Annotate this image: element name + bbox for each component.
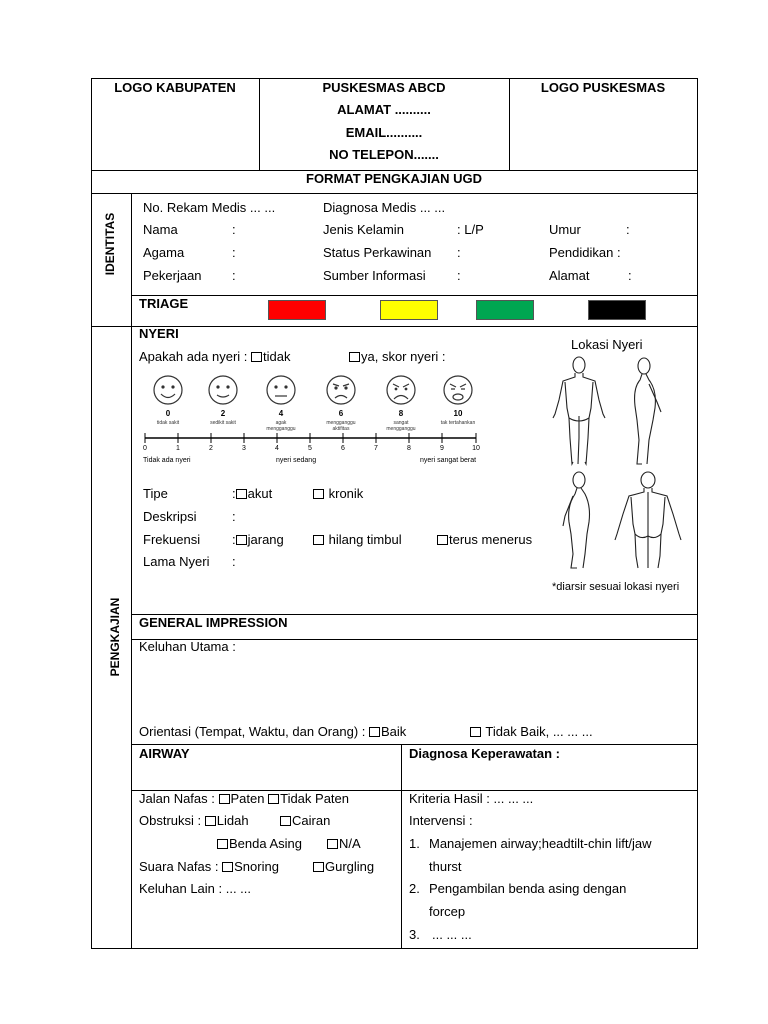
- frekuensi-options: [232, 532, 284, 548]
- frek-hilang-option: [313, 532, 402, 548]
- paten-checkbox[interactable]: [219, 794, 230, 804]
- nyeri-question-text: Apakah ada nyeri :: [139, 349, 248, 364]
- jenis-kelamin-value: : L/P: [457, 222, 484, 237]
- orientasi-row: [139, 724, 406, 740]
- logo-kabupaten: LOGO KABUPATEN: [114, 80, 236, 95]
- cairan-label: Cairan: [292, 813, 331, 828]
- gurgling-checkbox[interactable]: [313, 862, 324, 872]
- nyeri-ya-checkbox[interactable]: [349, 352, 360, 362]
- intervensi-item-1-line2: thurst: [429, 859, 462, 874]
- pekerjaan-colon: :: [232, 268, 236, 283]
- deskripsi-label: Deskripsi: [143, 509, 197, 524]
- form-title: FORMAT PENGKAJIAN UGD: [306, 171, 482, 186]
- na-checkbox[interactable]: [327, 839, 338, 849]
- header-email: EMAIL..........: [345, 125, 423, 140]
- face-score-8: 8: [398, 409, 404, 418]
- lidah-checkbox[interactable]: [205, 816, 216, 826]
- nama-colon: :: [232, 222, 236, 237]
- intervensi-item-3-line1: ... ... ...: [432, 927, 472, 942]
- table-border: [131, 295, 698, 296]
- face-6: [327, 376, 355, 404]
- frek-hilang-checkbox[interactable]: [313, 535, 324, 545]
- pain-scale-line: [140, 432, 485, 444]
- face-label-4: agak mengganggu: [266, 420, 296, 432]
- obstruksi-label: Obstruksi :: [139, 813, 202, 828]
- table-border: [91, 78, 92, 949]
- scale-left-caption: Tidak ada nyeri: [143, 457, 191, 464]
- pekerjaan-label: Pekerjaan: [143, 268, 202, 283]
- tidak-paten-checkbox[interactable]: [268, 794, 279, 804]
- face-score-6: 6: [338, 409, 344, 418]
- scale-num-2: 2: [209, 445, 213, 452]
- jalan-nafas-row: [139, 791, 349, 807]
- tipe-options: [232, 486, 272, 502]
- status-perkawinan-colon: :: [457, 245, 461, 260]
- intervensi-item-1-line1: Manajemen airway;headtilt-chin lift/jaw: [429, 836, 652, 851]
- pain-face-row: [145, 372, 485, 412]
- body-side-right: [635, 358, 661, 464]
- nyeri-title: NYERI: [139, 326, 179, 341]
- tidak-paten-label: Tidak Paten: [280, 791, 350, 806]
- triage-red-box[interactable]: [268, 300, 326, 320]
- umur-colon: :: [626, 222, 630, 237]
- benda-asing-label: Benda Asing: [229, 836, 303, 851]
- pendidikan-label: Pendidikan :: [549, 245, 621, 260]
- sumber-informasi-colon: :: [457, 268, 461, 283]
- table-border: [91, 78, 698, 79]
- intervensi-item-1-num: 1.: [409, 836, 420, 851]
- table-border: [91, 193, 698, 194]
- table-border: [91, 948, 698, 949]
- pengkajian-label: PENGKAJIAN: [108, 597, 122, 677]
- face-4: [267, 376, 295, 404]
- table-border: [401, 744, 402, 949]
- face-score-0: 0: [165, 409, 171, 418]
- scale-num-1: 1: [176, 445, 180, 452]
- jalan-nafas-label: Jalan Nafas :: [139, 791, 215, 806]
- scale-num-6: 6: [341, 445, 345, 452]
- suara-nafas-label: Suara Nafas :: [139, 859, 219, 874]
- keluhan-utama-label: Keluhan Utama :: [139, 639, 236, 654]
- body-back: [615, 472, 681, 568]
- frek-terus-checkbox[interactable]: [437, 535, 448, 545]
- nyeri-tidak-checkbox[interactable]: [251, 352, 262, 362]
- paten-label: Paten: [230, 791, 265, 806]
- triage-black-box[interactable]: [588, 300, 646, 320]
- face-10: [444, 376, 472, 404]
- table-border: [697, 78, 698, 949]
- status-perkawinan-label: Status Perkawinan: [323, 245, 432, 260]
- table-border: [131, 744, 698, 745]
- diagnosa-keperawatan-title: Diagnosa Keperawatan :: [409, 746, 560, 761]
- orientasi-label: Orientasi (Tempat, Waktu, dan Orang) :: [139, 724, 366, 739]
- header-telepon: NO TELEPON.......: [329, 147, 439, 162]
- diagnosa-medis: Diagnosa Medis ... ...: [323, 200, 446, 215]
- sumber-informasi-label: Sumber Informasi: [323, 268, 426, 283]
- table-border: [91, 326, 698, 327]
- nyeri-ya-label: ya, skor nyeri :: [361, 349, 446, 364]
- nama-label: Nama: [143, 222, 178, 237]
- face-label-2: sedikit sakit: [210, 420, 236, 426]
- scale-num-8: 8: [407, 445, 411, 452]
- intervensi-item-2-line1: Pengambilan benda asing dengan: [429, 881, 627, 896]
- face-score-4: 4: [278, 409, 284, 418]
- orientasi-baik-checkbox[interactable]: [369, 727, 380, 737]
- no-rekam-medis: No. Rekam Medis ... ...: [143, 200, 276, 215]
- snoring-label: Snoring: [234, 859, 279, 874]
- orientasi-tidak-baik-checkbox[interactable]: [470, 727, 481, 737]
- header-alamat: ALAMAT ..........: [337, 102, 431, 117]
- table-border: [131, 193, 132, 949]
- umur-label: Umur: [549, 222, 581, 237]
- keluhan-lain-label: Keluhan Lain : ... ...: [139, 881, 252, 896]
- face-0: [154, 376, 182, 404]
- deskripsi-colon: :: [232, 509, 236, 524]
- frekuensi-label: Frekuensi: [143, 532, 201, 547]
- na-option: [327, 836, 361, 852]
- triage-yellow-box[interactable]: [380, 300, 438, 320]
- frek-hilang-label: hilang timbul: [328, 532, 402, 547]
- gurgling-option: [313, 859, 374, 875]
- lama-nyeri-colon: :: [232, 554, 236, 569]
- face-8: [387, 376, 415, 404]
- lokasi-nyeri-title: Lokasi Nyeri: [571, 337, 643, 352]
- intervensi-item-2-line2: forcep: [429, 904, 466, 919]
- agama-label: Agama: [143, 245, 185, 260]
- gurgling-label: Gurgling: [325, 859, 375, 874]
- tipe-label: Tipe: [143, 486, 168, 501]
- scale-num-4: 4: [275, 445, 279, 452]
- nyeri-question: [139, 349, 291, 365]
- face-label-10: tak tertahankan: [440, 420, 476, 426]
- orientasi-baik-label: Baik: [381, 724, 407, 739]
- intervensi-item-3-num: 3.: [409, 927, 420, 942]
- face-score-2: 2: [220, 409, 226, 418]
- tipe-kronik-option: [313, 486, 363, 502]
- benda-asing-option: [217, 836, 302, 852]
- orientasi-tidak-baik-label: Tidak Baik, ... ... ...: [485, 724, 593, 739]
- tipe-akut-label: akut: [247, 486, 273, 501]
- tipe-colon: :: [232, 486, 236, 501]
- intervensi-item-2-num: 2.: [409, 881, 420, 896]
- na-label: N/A: [339, 836, 361, 851]
- orientasi-tidak-baik-option: [470, 724, 593, 740]
- alamat-label: Alamat: [549, 268, 590, 283]
- body-side-left: [563, 472, 590, 568]
- frekuensi-colon: :: [232, 532, 236, 547]
- jenis-kelamin-label: Jenis Kelamin: [323, 222, 404, 237]
- triage-green-box[interactable]: [476, 300, 534, 320]
- identitas-label: IDENTITAS: [103, 212, 117, 276]
- tipe-kronik-checkbox[interactable]: [313, 489, 324, 499]
- face-label-8: sangat mengganggu: [386, 420, 416, 432]
- face-label-0: tidak sakit: [156, 420, 180, 426]
- tipe-akut-checkbox[interactable]: [236, 489, 247, 499]
- airway-title: AIRWAY: [139, 746, 190, 761]
- nyeri-ya-option: [349, 349, 446, 365]
- scale-num-10: 10: [472, 445, 480, 452]
- agama-colon: :: [232, 245, 236, 260]
- tipe-kronik-label: kronik: [328, 486, 364, 501]
- intervensi-label: Intervensi :: [409, 813, 473, 828]
- scale-mid-caption: nyeri sedang: [276, 457, 317, 464]
- suara-nafas-row: [139, 859, 279, 875]
- snoring-checkbox[interactable]: [222, 862, 233, 872]
- frek-jarang-checkbox[interactable]: [236, 535, 247, 545]
- scale-num-0: 0: [143, 445, 147, 452]
- scale-num-7: 7: [374, 445, 378, 452]
- lama-nyeri-label: Lama Nyeri: [143, 554, 210, 569]
- face-score-10: 10: [453, 409, 463, 418]
- obstruksi-row: [139, 813, 249, 829]
- cairan-checkbox[interactable]: [280, 816, 291, 826]
- alamat-colon: :: [628, 268, 632, 283]
- cairan-option: [280, 813, 330, 829]
- frek-terus-option: [437, 532, 532, 548]
- face-2: [209, 376, 237, 404]
- nyeri-tidak-label: tidak: [263, 349, 291, 364]
- body-front: [553, 357, 605, 464]
- face-label-6: mengganggu aktifitas: [326, 420, 356, 432]
- body-map[interactable]: [545, 356, 690, 578]
- logo-puskesmas: LOGO PUSKESMAS: [540, 80, 666, 95]
- triage-label: TRIAGE: [139, 296, 189, 311]
- scale-num-5: 5: [308, 445, 312, 452]
- scale-right-caption: nyeri sangat berat: [420, 457, 477, 464]
- benda-asing-checkbox[interactable]: [217, 839, 228, 849]
- lokasi-nyeri-note: *diarsir sesuai lokasi nyeri: [552, 581, 680, 593]
- frek-terus-label: terus menerus: [449, 532, 533, 547]
- frek-jarang-label: jarang: [247, 532, 284, 547]
- header-puskesmas-name: PUSKESMAS ABCD: [322, 80, 446, 95]
- scale-num-9: 9: [440, 445, 444, 452]
- lidah-label: Lidah: [216, 813, 249, 828]
- general-impression-title: GENERAL IMPRESSION: [139, 615, 288, 630]
- scale-num-3: 3: [242, 445, 246, 452]
- kriteria-hasil-label: Kriteria Hasil : ... ... ...: [409, 791, 534, 806]
